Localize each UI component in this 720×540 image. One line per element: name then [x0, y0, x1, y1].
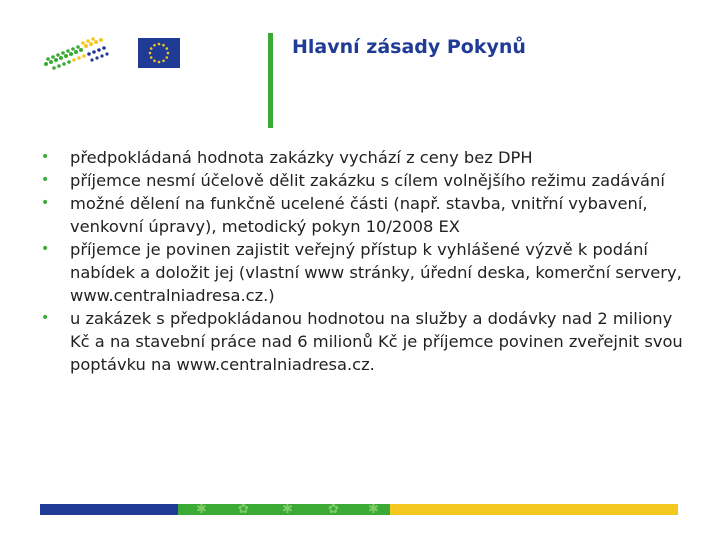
- bullet-icon: •: [41, 195, 50, 211]
- bullet-text: u zakázek s předpokládanou hodnotou na služby a dodávky nad 2 miliony Kč a na stavební práce nad 6 milionů Kč je příjemce povinen zveřejnit svou poptávku na www.centralniadresa.cz.: [70, 309, 683, 374]
- footer-color-stripe: [40, 504, 678, 515]
- decor-flower-icon: ✿: [328, 504, 339, 515]
- bullet-text: příjemce nesmí účelově dělit zakázku s cílem volnějšího režimu zadávání: [70, 171, 665, 190]
- decor-flower-icon: ✱: [196, 504, 207, 515]
- bullet-text: příjemce je povinen zajistit veřejný přístup k vyhlášené výzvě k podání nabídek a doložit jej (vlastní www stránky, úřední deska, komerční servery, www.centralniadresa.cz.): [70, 240, 682, 305]
- bullet-icon: •: [41, 149, 50, 165]
- bullet-text: možné dělení na funkčně ucelené části (např. stavba, vnitřní vybavení, venkovní úpravy), metodický pokyn 10/2008 EX: [70, 194, 648, 236]
- list-item: [38, 146, 686, 169]
- footer-stripe-blue: [40, 504, 178, 515]
- list-item: [38, 307, 686, 376]
- list-item: [38, 192, 686, 238]
- decor-flower-icon: ✱: [368, 504, 379, 515]
- decor-flower-icon: ✿: [238, 504, 249, 515]
- eu-flag-icon: [138, 38, 180, 68]
- bullet-icon: •: [41, 172, 50, 188]
- footer-stripe-yellow: [390, 504, 678, 515]
- structural-funds-logo: [40, 34, 112, 74]
- footer-stripe-green: [178, 504, 390, 515]
- bullet-icon: •: [41, 310, 50, 326]
- slide-title: Hlavní zásady Pokynů: [292, 36, 526, 58]
- bullet-icon: •: [41, 241, 50, 257]
- title-divider-bar: [268, 33, 273, 128]
- bullet-list: [38, 146, 686, 376]
- bullet-text: předpokládaná hodnota zakázky vychází z ceny bez DPH: [70, 148, 533, 167]
- list-item: [38, 169, 686, 192]
- decor-flower-icon: ✱: [282, 504, 293, 515]
- list-item: [38, 238, 686, 307]
